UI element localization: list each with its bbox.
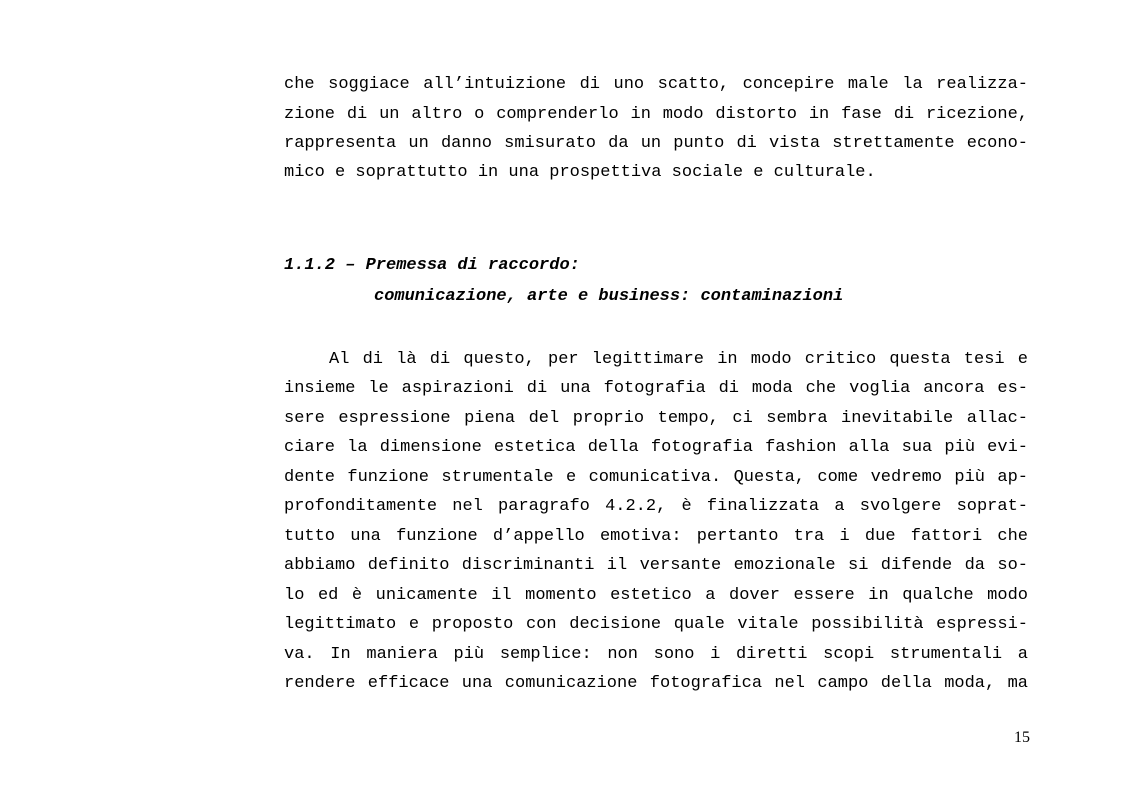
- paragraph-2-line: va. In maniera più semplice: non sono i diretti scopi strumentali a: [284, 645, 1028, 664]
- section-heading-number-title: 1.1.2 – Premessa di raccordo:: [284, 256, 580, 275]
- paragraph-2-line: insieme le aspirazioni di una fotografia di moda che voglia ancora es-: [284, 379, 1028, 398]
- paragraph-2-line: Al di là di questo, per legittimare in modo critico questa tesi e: [329, 350, 1028, 369]
- paragraph-1-line: rappresenta un danno smisurato da un punto di vista strettamente econo-: [284, 134, 1028, 153]
- paragraph-2-line: ciare la dimensione estetica della fotografia fashion alla sua più evi-: [284, 438, 1028, 457]
- page-number: 15: [1014, 729, 1030, 746]
- paragraph-2-line: dente funzione strumentale e comunicativa. Questa, come vedremo più ap-: [284, 468, 1028, 487]
- paragraph-2-line: lo ed è unicamente il momento estetico a dover essere in qualche modo: [284, 586, 1028, 605]
- paragraph-2-line: tutto una funzione d’appello emotiva: pertanto tra i due fattori che: [284, 527, 1028, 546]
- paragraph-2-line: legittimato e proposto con decisione quale vitale possibilità espressi-: [284, 615, 1028, 634]
- paragraph-1-line: che soggiace all’intuizione di uno scatto, concepire male la realizza-: [284, 75, 1028, 94]
- paragraph-1-line: zione di un altro o comprenderlo in modo distorto in fase di ricezione,: [284, 105, 1028, 124]
- paragraph-1-line: mico e soprattutto in una prospettiva sociale e culturale.: [284, 163, 876, 182]
- section-heading-subtitle: comunicazione, arte e business: contaminazioni: [374, 287, 844, 306]
- paragraph-2-line: rendere efficace una comunicazione fotografica nel campo della moda, ma: [284, 674, 1028, 693]
- paragraph-2-line: abbiamo definito discriminanti il versante emozionale si difende da so-: [284, 556, 1028, 575]
- paragraph-2-line: sere espressione piena del proprio tempo, ci sembra inevitabile allac-: [284, 409, 1028, 428]
- paragraph-2-line: profonditamente nel paragrafo 4.2.2, è finalizzata a svolgere soprat-: [284, 497, 1028, 516]
